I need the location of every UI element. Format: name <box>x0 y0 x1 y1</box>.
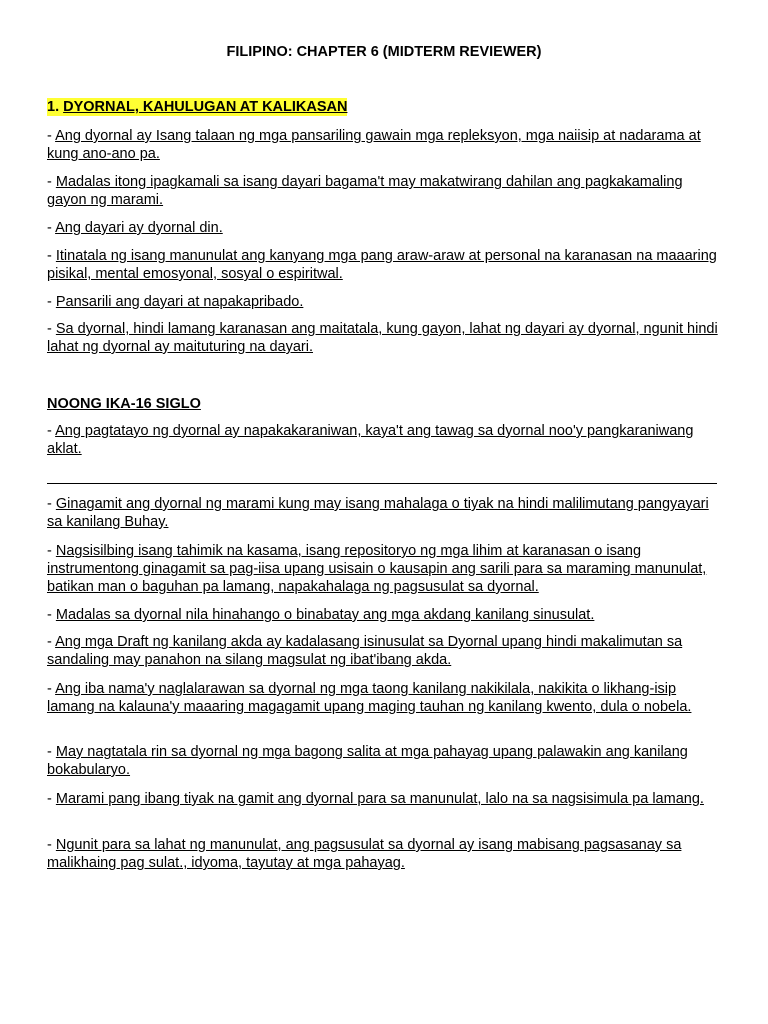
bullet-dash: - <box>47 294 52 310</box>
list-item-text: May nagtatala rin sa dyornal ng mga bagong salita at mga pahayag upang palawakin ang kanilang bokabularyo. <box>47 744 688 778</box>
bullet-dash: - <box>47 607 52 623</box>
list-item-text: Pansarili ang dayari at napakapribado. <box>55 294 304 310</box>
bullet-dash: - <box>47 634 52 650</box>
list-item-text: Ang iba nama'y naglalarawan sa dyornal ng mga taong kanilang nakikilala, nakikita o likhang-isip lamang na kalauna'y maaaring magagamit upang maging tauhan ng kanilang kwento, dula o nobela. <box>47 681 692 715</box>
list-item-text: Ang pagtatayo ng dyornal ay napakakaraniwan, kaya't ang tawag sa dyornal noo'y pangkaraniwang aklat. <box>47 423 694 457</box>
list-item-text: Ginagamit ang dyornal ng marami kung may isang mahalaga o tiyak na hindi malilimutang pangyayari sa kanilang Buhay. <box>47 496 709 530</box>
bullet-dash: - <box>47 543 52 559</box>
list-item <box>47 680 723 716</box>
horizontal-divider <box>47 483 717 484</box>
list-item <box>47 836 723 872</box>
bullet-dash: - <box>47 174 52 190</box>
list-item-text: Madalas itong ipagkamali sa isang dayari bagama't may makatwirang dahilan ang pagkakamaling gayon ng marami. <box>47 174 683 208</box>
list-item <box>47 606 723 624</box>
document-title: FILIPINO: CHAPTER 6 (MIDTERM REVIEWER) <box>226 44 542 60</box>
list-item <box>47 320 723 356</box>
list-item-text: Madalas sa dyornal nila hinahango o binabatay ang mga akdang kanilang sinusulat. <box>55 607 595 623</box>
bullet-dash: - <box>47 128 52 144</box>
list-item-text: Nagsisilbing isang tahimik na kasama, isang repositoryo ng mga lihim at karanasan o isang instrumentong ginagamit sa pag-iisa upang usisain o kausapin ang sarili para sa maraming manunulat, batikan man o baguhan pa lamang, napakahalaga ng pagsusulat sa dyornal. <box>47 543 707 595</box>
list-item <box>47 247 723 283</box>
section-number: 1. <box>47 99 60 115</box>
list-item <box>47 219 723 237</box>
bullet-dash: - <box>47 744 52 760</box>
bullet-dash: - <box>47 681 52 697</box>
list-item-text: Ang dyornal ay Isang talaan ng mga pansariling gawain mga repleksyon, mga naiisip at nadarama at kung ano-ano pa. <box>47 128 701 162</box>
bullet-dash: - <box>47 220 52 236</box>
section-heading-siglo: NOONG IKA-16 SIGLO <box>47 396 201 412</box>
bullet-dash: - <box>47 837 52 853</box>
bullet-dash: - <box>47 321 52 337</box>
list-item-text: Ngunit para sa lahat ng manunulat, ang pagsusulat sa dyornal ay isang mabisang pagsasanay sa malikhaing pag sulat., idyoma, tayutay at mga pahayag. <box>47 837 682 871</box>
list-item-text: Itinatala ng isang manunulat ang kanyang mga pang araw-araw at personal na karanasan na maaaring pisikal, mental emosyonal, sosyal o espiritwal. <box>47 248 717 282</box>
section-heading-dyornal <box>47 98 347 116</box>
list-item-text: Sa dyornal, hindi lamang karanasan ang maitatala, kung gayon, lahat ng dayari ay dyornal, ngunit hindi lahat ng dyornal ay maituturing na dayari. <box>47 321 718 355</box>
list-item <box>47 422 723 458</box>
list-item-text: Ang dayari ay dyornal din. <box>55 220 223 236</box>
list-item <box>47 127 723 163</box>
list-item-text: Marami pang ibang tiyak na gamit ang dyornal para sa manunulat, lalo na sa nagsisimula pa lamang. <box>55 791 704 807</box>
bullet-dash: - <box>47 248 52 264</box>
list-item <box>47 293 723 311</box>
list-item <box>47 790 723 808</box>
list-item <box>47 633 723 669</box>
list-item <box>47 495 723 531</box>
list-item <box>47 743 723 779</box>
bullet-dash: - <box>47 423 52 439</box>
section-heading-text: DYORNAL, KAHULUGAN AT KALIKASAN <box>63 99 348 115</box>
list-item <box>47 173 723 209</box>
bullet-dash: - <box>47 496 52 512</box>
list-item <box>47 542 723 596</box>
bullet-dash: - <box>47 791 52 807</box>
list-item-text: Ang mga Draft ng kanilang akda ay kadalasang isinusulat sa Dyornal upang hindi makalimutan sa sandaling may panahon na silang magsulat ng ibat'ibang akda. <box>47 634 683 668</box>
